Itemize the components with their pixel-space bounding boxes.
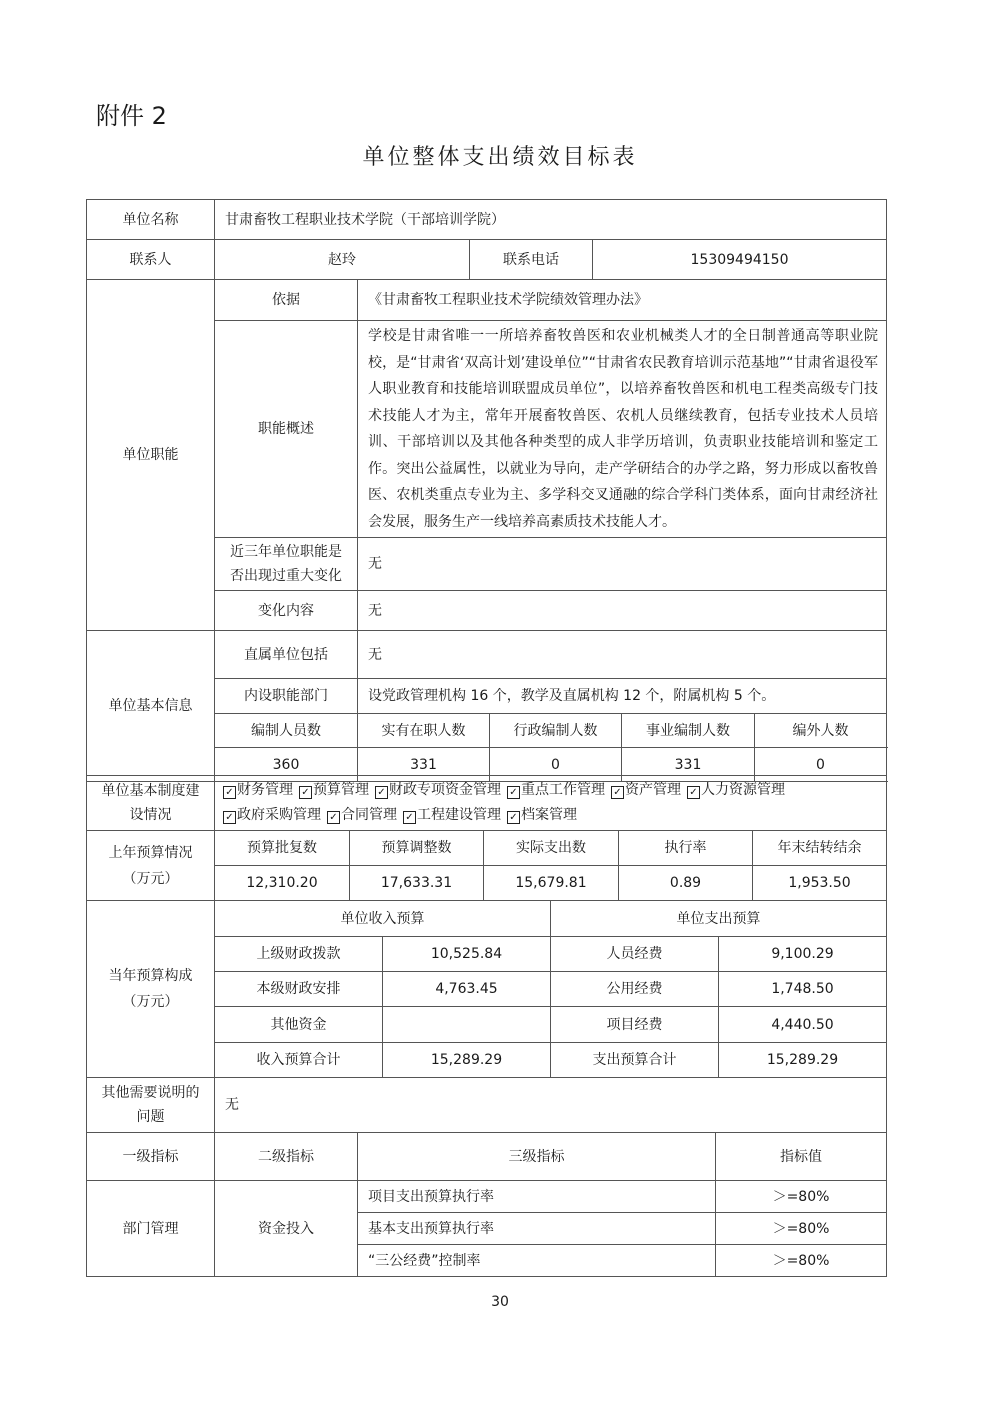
- staff-header: 编外人数: [755, 714, 887, 748]
- checkbox-checked-icon: ✓: [507, 786, 520, 799]
- staff-header: 事业编制人数: [622, 714, 755, 748]
- indicator-header-row: [87, 1133, 887, 1181]
- system-item-label: 政府采购管理: [237, 807, 321, 823]
- expense-label: 公用经费: [551, 972, 719, 1007]
- contact-row: [87, 240, 887, 280]
- phone-label: 联系电话: [470, 240, 593, 280]
- page-number: 30: [491, 1294, 509, 1310]
- income-total-value: 15,289.29: [383, 1043, 551, 1078]
- last-year-header: 实际支出数: [484, 831, 619, 866]
- checkbox-checked-icon: ✓: [299, 786, 312, 799]
- system-item: [327, 807, 397, 823]
- indicator-name: “三公经费”控制率: [358, 1245, 716, 1277]
- change-question-value: 无: [358, 538, 887, 591]
- last-year-label-line1: 上年预算情况: [108, 844, 193, 861]
- current-year-header-row: [87, 901, 887, 937]
- systems-label-line2: 设情况: [129, 807, 172, 823]
- functions-label: 单位职能: [87, 280, 215, 631]
- phone-value: 15309494150: [593, 240, 887, 280]
- system-item-label: 档案管理: [521, 807, 577, 823]
- current-year-label-line1: 当年预算构成: [108, 968, 193, 984]
- system-item-label: 重点工作管理: [521, 782, 605, 798]
- system-item: [611, 782, 681, 798]
- last-year-header: 预算调整数: [350, 831, 484, 866]
- indicator-value: ＞=80%: [716, 1213, 887, 1245]
- last-year-header: 预算批复数: [215, 831, 350, 866]
- system-item: [507, 807, 577, 823]
- performance-table-budget: [86, 775, 887, 901]
- checkbox-checked-icon: ✓: [223, 786, 236, 799]
- system-item-label: 合同管理: [341, 807, 397, 823]
- income-value: 10,525.84: [383, 937, 551, 972]
- current-year-label-line2: （万元）: [122, 994, 179, 1010]
- staff-value: 331: [622, 748, 755, 782]
- change-content-value: 无: [358, 591, 887, 631]
- last-year-label: [87, 831, 215, 901]
- last-year-value: 1,953.50: [753, 866, 887, 901]
- indicator-row: [87, 1181, 887, 1213]
- change-question-label-line2: 否出现过重大变化: [230, 568, 342, 584]
- subunits-value: 无: [358, 631, 887, 679]
- last-year-value: 15,679.81: [484, 866, 619, 901]
- performance-table-indicators: [86, 1077, 887, 1277]
- indicator-value: ＞=80%: [716, 1181, 887, 1213]
- income-label: 本级财政安排: [215, 972, 383, 1007]
- checkbox-checked-icon: ✓: [223, 811, 236, 824]
- overview-label: 职能概述: [215, 321, 358, 538]
- system-item-label: 人力资源管理: [701, 782, 785, 798]
- expense-value: 1,748.50: [719, 972, 887, 1007]
- income-value: [383, 1007, 551, 1043]
- indicator-value: ＞=80%: [716, 1245, 887, 1277]
- expense-label: 项目经费: [551, 1007, 719, 1043]
- systems-list: [215, 776, 887, 831]
- staff-value: 0: [490, 748, 622, 782]
- other-notes-row: [87, 1078, 887, 1133]
- overview-text: 学校是甘肃省唯一一所培养畜牧兽医和农业机械类人才的全日制普通高等职业院校，是“甘肃省‘双高计划’建设单位”“甘肃省农民教育培训示范基地”“甘肃省退役军人职业教育和技能培训联盟成员单位”，以培养畜牧兽医和机电工程类高级专门技术技能人才为主，常年开展畜牧兽医、农机人员继续教育，包括专业技术人员培训、干部培训以及其他各种类型的成人非学历培训，负责职业技能培训和鉴定工作。突出公益属性，以就业为导向，走产学研结合的办学之路，努力形成以畜牧兽医、农机类重点专业为主、多学科交叉通融的综合学科门类体系，面向甘肃经济社会发展，服务生产一线培养高素质技术技能人才。: [358, 321, 887, 538]
- attachment-label: 附件 2: [96, 102, 167, 130]
- unit-name-row: [87, 200, 887, 240]
- last-year-header: 年末结转结余: [753, 831, 887, 866]
- checkbox-checked-icon: ✓: [403, 811, 416, 824]
- expense-value: 4,440.50: [719, 1007, 887, 1043]
- expense-label: 人员经费: [551, 937, 719, 972]
- systems-row: [87, 776, 887, 831]
- staff-header: 实有在职人数: [358, 714, 490, 748]
- performance-table-top: [86, 199, 887, 782]
- expense-value: 9,100.29: [719, 937, 887, 972]
- system-item: [507, 782, 605, 798]
- basis-label: 依据: [215, 280, 358, 321]
- income-label: 上级财政拨款: [215, 937, 383, 972]
- expense-budget-header: 单位支出预算: [551, 901, 887, 937]
- subunits-row: [87, 631, 887, 679]
- systems-label: [87, 776, 215, 831]
- change-question-label: [215, 538, 358, 591]
- basis-row: [87, 280, 887, 321]
- systems-label-line1: 单位基本制度建: [101, 783, 200, 799]
- unit-name-value: 甘肃畜牧工程职业技术学院（干部培训学院）: [215, 200, 887, 240]
- checkbox-checked-icon: ✓: [507, 811, 520, 824]
- income-total-label: 收入预算合计: [215, 1043, 383, 1078]
- system-item: [223, 807, 321, 823]
- last-year-header: 执行率: [619, 831, 753, 866]
- performance-table-current-year: [86, 900, 887, 1078]
- other-notes-label-line2: 问题: [136, 1109, 165, 1125]
- expense-total-label: 支出预算合计: [551, 1043, 719, 1078]
- staff-value: 331: [358, 748, 490, 782]
- contact-value: 赵玲: [215, 240, 470, 280]
- system-item: [687, 782, 785, 798]
- last-year-header-row: [87, 831, 887, 866]
- checkbox-checked-icon: ✓: [687, 786, 700, 799]
- page-title: 单位整体支出绩效目标表: [362, 145, 638, 170]
- basic-info-label: 单位基本信息: [87, 631, 215, 782]
- checkbox-checked-icon: ✓: [611, 786, 624, 799]
- contact-label: 联系人: [87, 240, 215, 280]
- system-item-label: 资产管理: [625, 782, 681, 798]
- system-item: [375, 782, 501, 798]
- indicator-header: 二级指标: [215, 1133, 358, 1181]
- departments-value: 设党政管理机构 16 个，教学及直属机构 12 个，附属机构 5 个。: [358, 679, 887, 714]
- indicator-header: 一级指标: [87, 1133, 215, 1181]
- other-notes-label-line1: 其他需要说明的: [101, 1085, 200, 1101]
- checkbox-checked-icon: ✓: [327, 811, 340, 824]
- expense-total-value: 15,289.29: [719, 1043, 887, 1078]
- system-item-label: 财政专项资金管理: [389, 782, 501, 798]
- indicator-header: 指标值: [716, 1133, 887, 1181]
- staff-value: 360: [215, 748, 358, 782]
- other-notes-label: [87, 1078, 215, 1133]
- indicator-name: 基本支出预算执行率: [358, 1213, 716, 1245]
- last-year-value: 17,633.31: [350, 866, 484, 901]
- current-year-label: [87, 901, 215, 1078]
- departments-label: 内设职能部门: [215, 679, 358, 714]
- unit-name-label: 单位名称: [87, 200, 215, 240]
- staff-header: 编制人员数: [215, 714, 358, 748]
- last-year-value: 0.89: [619, 866, 753, 901]
- indicator-header: 三级指标: [358, 1133, 716, 1181]
- last-year-value: 12,310.20: [215, 866, 350, 901]
- income-budget-header: 单位收入预算: [215, 901, 551, 937]
- indicator-name: 项目支出预算执行率: [358, 1181, 716, 1213]
- system-item: [403, 807, 501, 823]
- change-question-label-line1: 近三年单位职能是: [230, 544, 342, 560]
- subunits-label: 直属单位包括: [215, 631, 358, 679]
- system-item: [299, 782, 369, 798]
- basis-value: 《甘肃畜牧工程职业技术学院绩效管理办法》: [358, 280, 887, 321]
- staff-value: 0: [755, 748, 887, 782]
- staff-header: 行政编制人数: [490, 714, 622, 748]
- last-year-label-line2: （万元）: [122, 870, 179, 887]
- system-item-label: 财务管理: [237, 782, 293, 798]
- system-item-label: 工程建设管理: [417, 807, 501, 823]
- change-content-label: 变化内容: [215, 591, 358, 631]
- other-notes-value: 无: [215, 1078, 887, 1133]
- checkbox-checked-icon: ✓: [375, 786, 388, 799]
- system-item: [223, 782, 293, 798]
- income-value: 4,763.45: [383, 972, 551, 1007]
- indicator-level2: 资金投入: [215, 1181, 358, 1277]
- income-label: 其他资金: [215, 1007, 383, 1043]
- indicator-level1: 部门管理: [87, 1181, 215, 1277]
- system-item-label: 预算管理: [313, 782, 369, 798]
